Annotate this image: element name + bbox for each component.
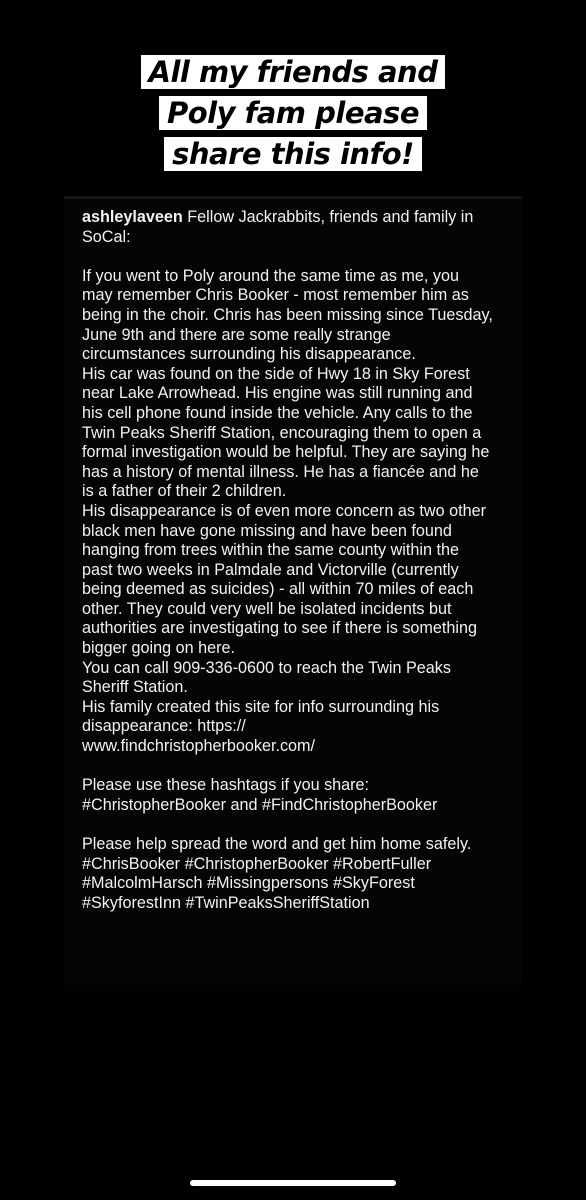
- headline-line-2: [0, 93, 586, 134]
- shared-post-screenshot: [64, 196, 522, 996]
- headline-line-1: [0, 52, 586, 93]
- post-caption: [82, 208, 494, 913]
- headline-text-2: Poly fam please: [159, 96, 427, 130]
- home-indicator[interactable]: [190, 1180, 396, 1186]
- headline-text-3: share this info!: [164, 137, 422, 171]
- post-caption-text: Fellow Jackrabbits, friends and family in SoCal: If you went to Poly around the same time as me, you may remember Chris Booker - most remember him as being in the choir. Chris has been missing since Tuesday, June 9th and there are some really strange circumstances surrounding his disappearance. His car was found on the side of Hwy 18 in Sky Forest near Lake Arrowhead. His engine was still running and his cell phone found inside the vehicle. Any calls to the Twin Peaks Sheriff Station, encouraging them to open a formal investigation would be helpful. They are saying he has a history of mental illness. He has a fiancée and he is a father of their 2 children. His disappearance is of even more concern as two other black men have gone missing and have been found hanging from trees within the same county within the past two weeks in Palmdale and Victorville (currently being deemed as suicides) - all within 70 miles of each other. They could very well be isolated incidents but authorities are investigating to see if there is something bigger going on here. You can call 909-336-0600 to reach the Twin Peaks Sheriff Station. His family created this site for info surrounding his disappearance: https:// www.findchristopherbooker.com/ Please use these hashtags if you share: #ChristopherBooker and #FindChristopherBooker Please help spread the word and get him home safely. #ChrisBooker #ChristopherBooker #RobertFuller #MalcolmHarsch #Missingpersons #SkyForest #SkyforestInn #TwinPeaksSheriffStation: [82, 208, 493, 912]
- story-headline: [0, 52, 586, 175]
- post-username[interactable]: ashleylaveen: [82, 208, 183, 226]
- headline-text-1: All my friends and: [141, 55, 446, 89]
- post-cutoff-fade: [64, 974, 522, 996]
- headline-line-3: [0, 134, 586, 175]
